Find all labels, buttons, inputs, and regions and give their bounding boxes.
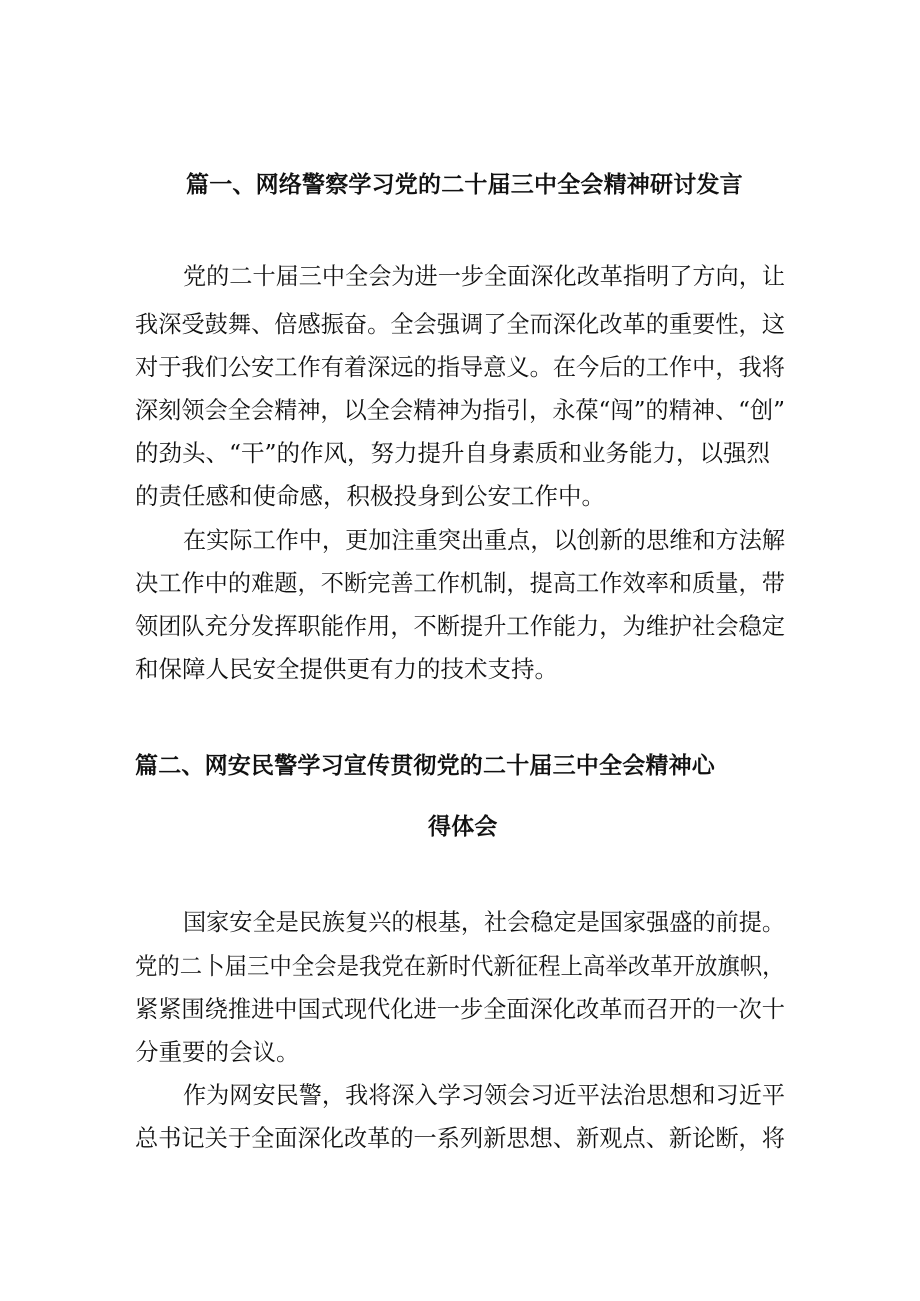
section2-p2-line1: 作为网安民警，我将深入学习领会习近平法治思想和习近平 (183, 1081, 786, 1109)
section2-p1-line2: 党的二卜届三中全会是我党在新时代新征程上高举改革开放旗帜， (135, 952, 785, 980)
section1-p1-line1: 党的二十届三中全会为进一步全面深化改革指明了方向，让 (183, 262, 786, 290)
section2-p2-line2: 总书记关于全面深化改革的一系列新思想、新观点、新论断，将 (135, 1124, 785, 1152)
section1-title: 篇一、网络警察学习党的二十届三中全会精神研讨发言 (186, 172, 743, 198)
section1-p2-line1: 在实际工作中，更加注重突出重点，以创新的思维和方法解 (183, 526, 786, 554)
section2-title-line2: 得体会 (428, 814, 498, 840)
section2-p1-line3: 紧紧围绕推进中国式现代化进一步全面深化改革而召开的一次十 (135, 995, 785, 1023)
section2-p1-line1: 国家安全是民族复兴的根基，社会稳定是国家强盛的前提。 (183, 908, 786, 936)
section1-p1-line6: 的责任感和使命感，积极投身到公安工作中。 (135, 482, 605, 510)
section1-p1-line2: 我深受鼓舞、倍感振奋。全会强调了全而深化改革的重要性，这 (135, 310, 785, 338)
section1-p1-line3: 对于我们公安工作有着深远的指导意义。在今后的工作中，我将 (135, 353, 785, 381)
section1-p2-line4: 和保障人民安全提供更有力的技术支持。 (135, 655, 558, 683)
section1-p2-line3: 领团队充分发挥职能作用，不断提升工作能力，为维护社会稳定 (135, 612, 785, 640)
section2-title-line1: 篇二、网安民警学习宣传贯彻党的二十届三中全会精神心 (135, 753, 715, 779)
section1-p2-line2: 决工作中的难题，不断完善工作机制，提高工作效率和质量，带 (135, 569, 785, 597)
section1-p1-line4: 深刻领会全会精神，以全会精神为指引，永葆“闯”的精神、“创” (135, 396, 786, 424)
section2-p1-line4: 分重要的会议。 (135, 1038, 300, 1066)
section1-p1-line5: 的劲头、“干”的作风，努力提升自身素质和业务能力，以强烈 (135, 439, 771, 467)
